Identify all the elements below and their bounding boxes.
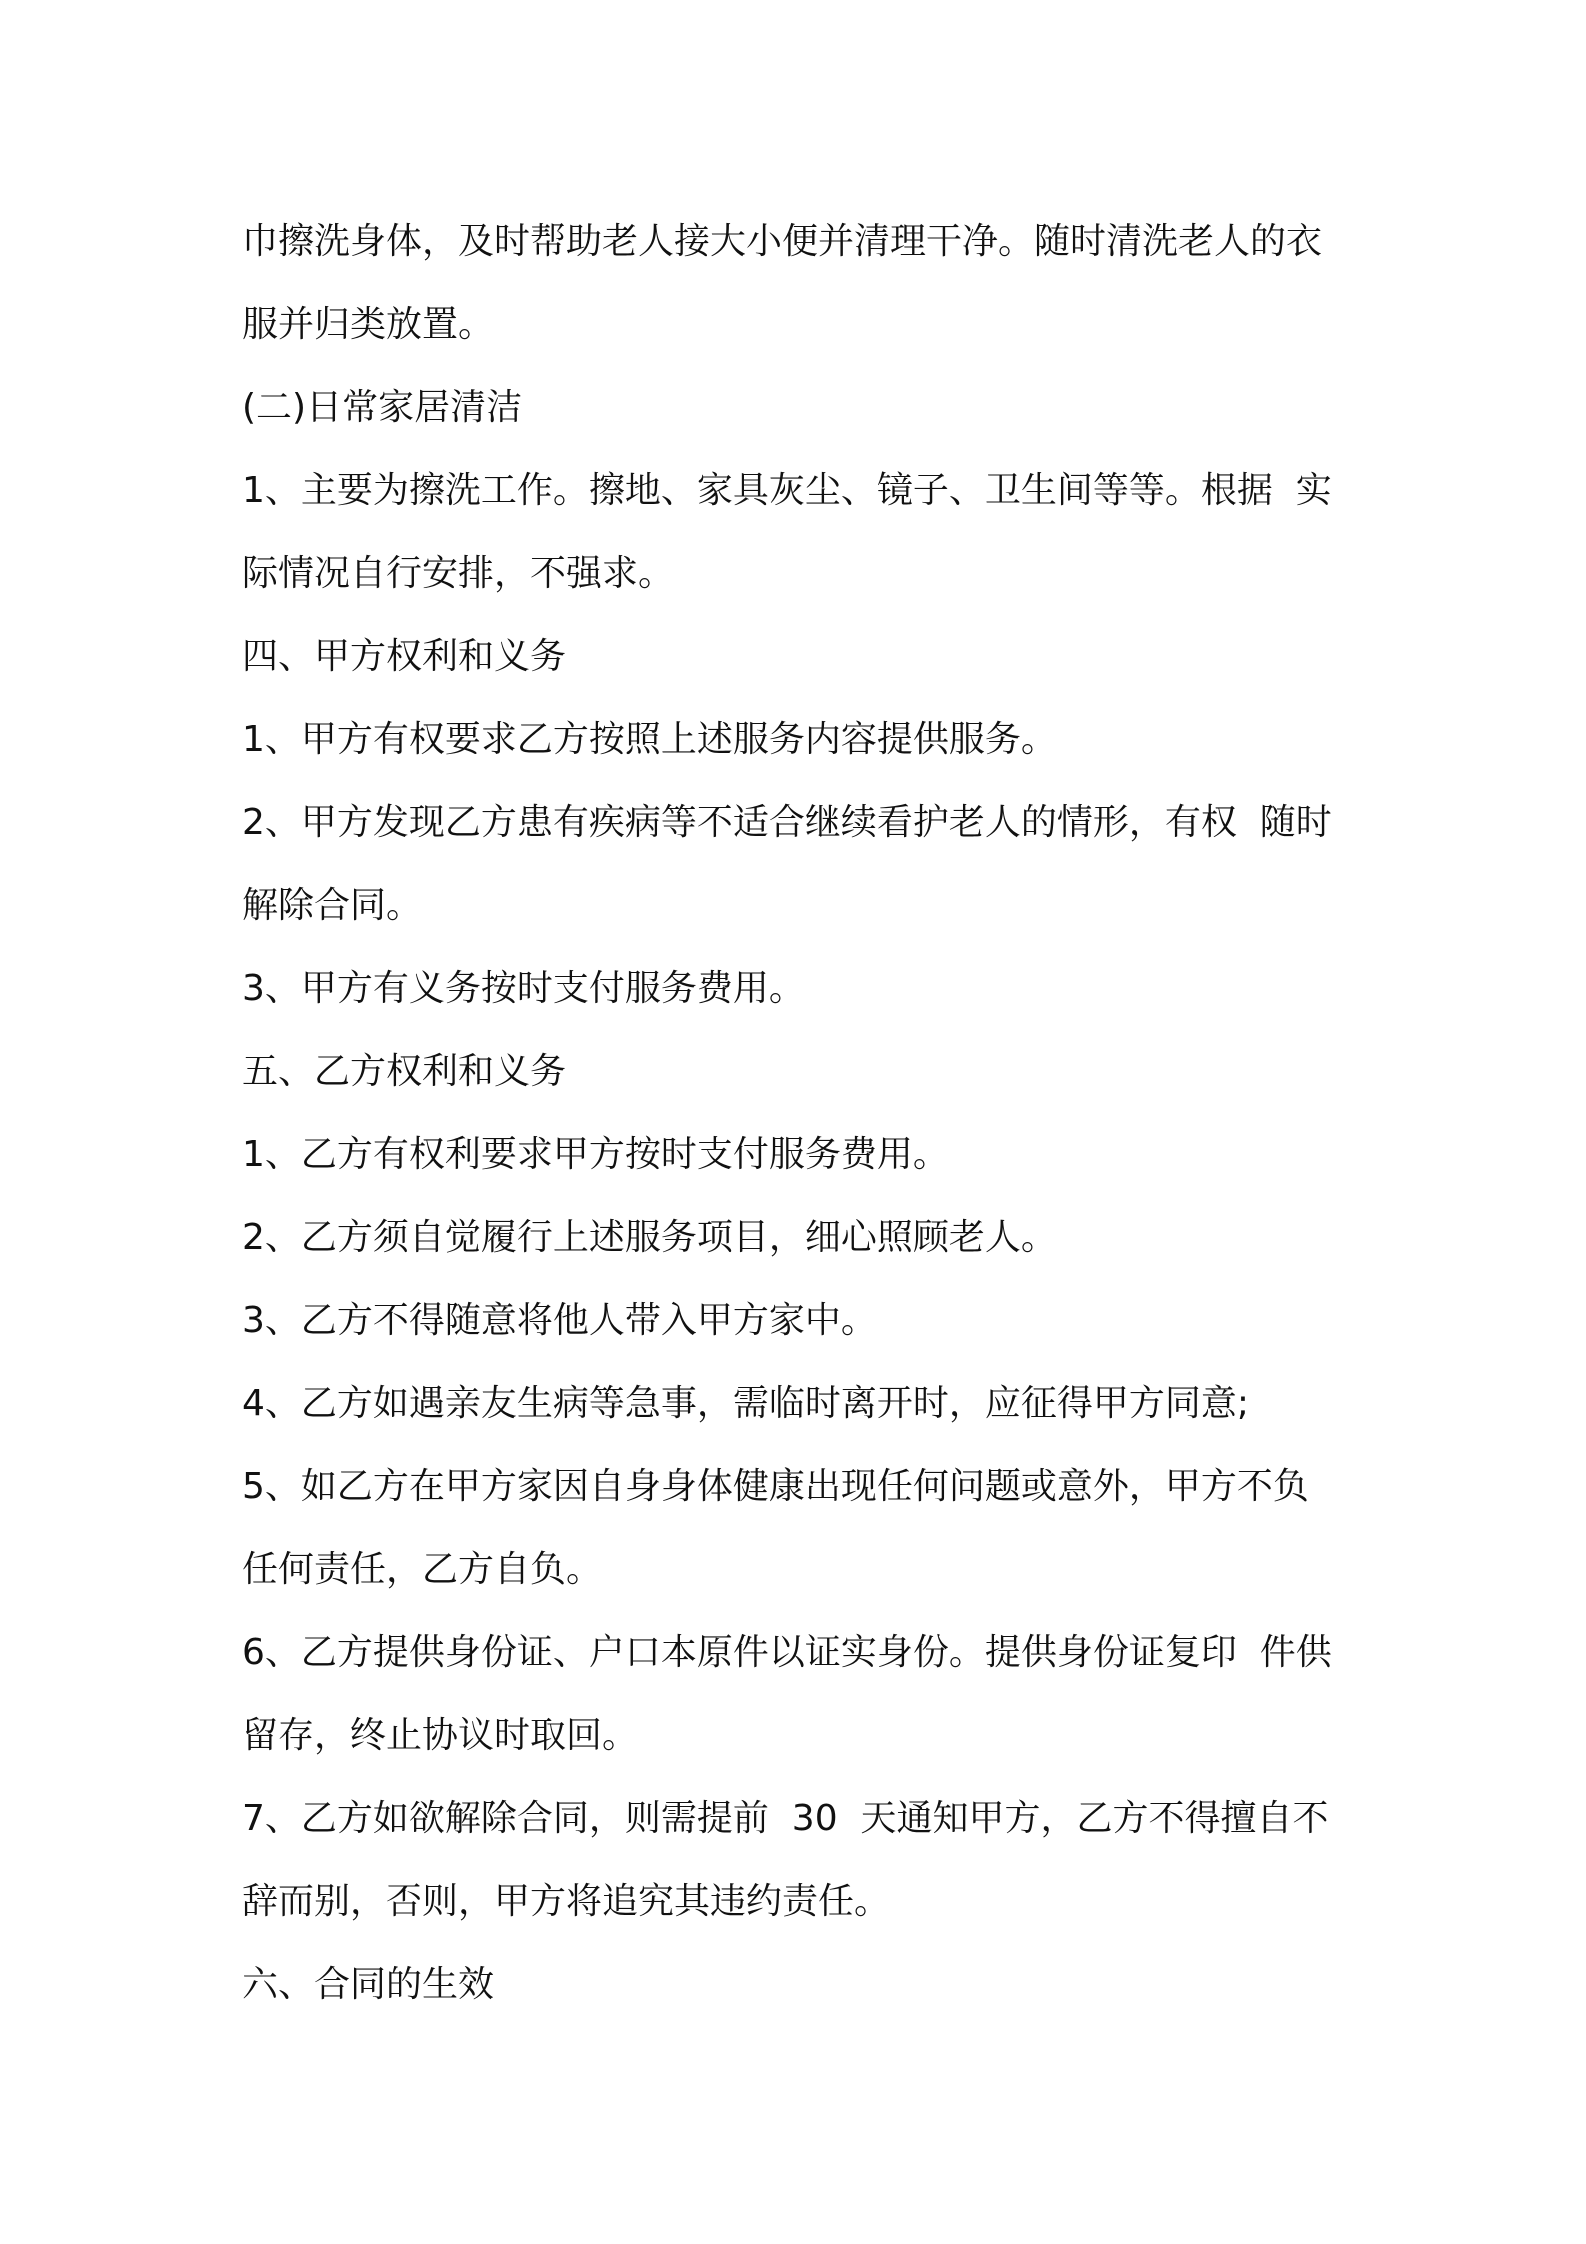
section-heading-party-a-rights: 四、甲方权利和义务 [242,636,567,677]
paragraph-line-5: 际情况自行安排，不强求。 [242,553,675,594]
paragraph-line-19: 留存，终止协议时取回。 [242,1715,639,1756]
paragraph-line-8: 2、甲方发现乙方患有疾病等不适合继续看护老人的情形，有权 随时 [242,802,1332,843]
paragraph-line-14: 3、乙方不得随意将他人带入甲方家中。 [242,1300,877,1341]
paragraph-line-4: 1、主要为擦洗工作。擦地、家具灰尘、镜子、卫生间等等。根据 实 [242,470,1332,511]
paragraph-line-7: 1、甲方有权要求乙方按照上述服务内容提供服务。 [242,719,1057,760]
section-heading-daily-cleaning: (二)日常家居清洁 [242,387,523,428]
paragraph-line-1: 巾擦洗身体，及时帮助老人接大小便并清理干净。随时清洗老人的衣 [242,221,1323,262]
paragraph-line-15: 4、乙方如遇亲友生病等急事，需临时离开时，应征得甲方同意; [242,1383,1250,1424]
paragraph-line-16: 5、如乙方在甲方家因自身身体健康出现任何问题或意外，甲方不负 [242,1466,1309,1507]
paragraph-line-9: 解除合同。 [242,885,423,926]
paragraph-line-21: 辞而别，否则，甲方将追究其违约责任。 [242,1881,891,1922]
section-heading-contract-effect: 六、合同的生效 [242,1964,495,2005]
paragraph-line-20: 7、乙方如欲解除合同，则需提前 30 天通知甲方，乙方不得擅自不 [242,1798,1329,1839]
paragraph-line-10: 3、甲方有义务按时支付服务费用。 [242,968,805,1009]
document-body [242,200,1362,2026]
paragraph-line-18: 6、乙方提供身份证、户口本原件以证实身份。提供身份证复印 件供 [242,1632,1332,1673]
section-heading-party-b-rights: 五、乙方权利和义务 [242,1051,567,1092]
paragraph-line-2: 服并归类放置。 [242,304,495,345]
paragraph-line-12: 1、乙方有权利要求甲方按时支付服务费用。 [242,1134,949,1175]
paragraph-line-13: 2、乙方须自觉履行上述服务项目，细心照顾老人。 [242,1217,1057,1258]
paragraph-line-17: 任何责任，乙方自负。 [242,1549,603,1590]
